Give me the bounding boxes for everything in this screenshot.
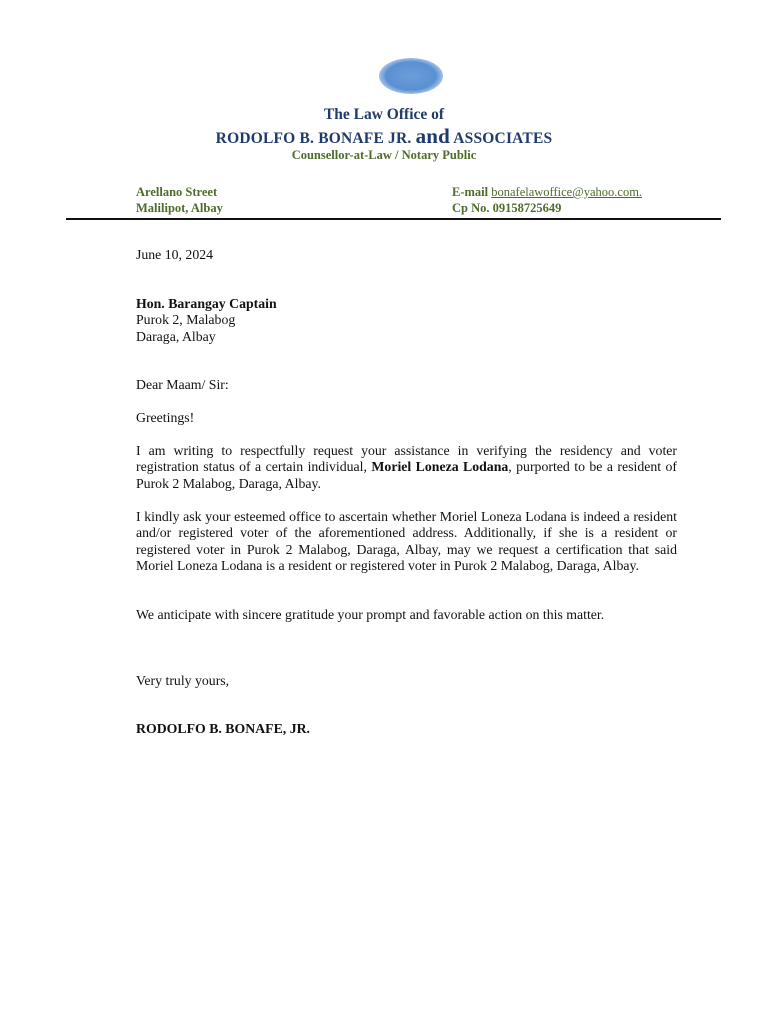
firm-associates: ASSOCIATES [453,130,553,147]
email-label: E-mail [452,185,489,199]
paragraph-3: We anticipate with sincere gratitude your prompt and favorable action on this matter. [136,607,605,622]
email-line [452,184,642,200]
address-street: Arellano Street [136,185,218,199]
letterhead-subtitle: Counsellor-at-Law / Notary Public [291,148,477,162]
header-divider [66,218,721,220]
complimentary-close: Very truly yours, [136,673,230,688]
salutation: Dear Maam/ Sir: [136,377,229,392]
recipient-address-line2: Daraga, Albay [136,328,216,344]
letterhead-firm-name [0,124,768,149]
letterhead-line1: The Law Office of [323,106,445,123]
paragraph-1-text-a: I am writing to respectfully request your assistance in verifying the residency and voter registration status of a certain individual, [136,443,677,475]
subject-person-name: Moriel Loneza Lodana [371,459,509,475]
greeting: Greetings! [136,410,195,425]
paragraph-2: I kindly ask your esteemed office to ascertain whether Moriel Loneza Lodana is indeed a resident and/or registered voter of the aforementioned address. Additionally, if she is a resident or registered voter in Purok 2 Malabog, Daraga, Albay, may we request a certification that said Moriel Loneza Lodana is a resident or registered voter in Purok 2 Malabog, Daraga, Albay. [136,509,677,573]
law-office-logo [379,58,443,94]
signatory-name: RODOLFO B. BONAFE, JR. [136,721,311,736]
address-city: Malilipot, Albay [136,201,223,215]
office-address [136,184,223,216]
recipient-block [136,296,677,345]
paragraph-1 [136,443,677,492]
recipient-name: Hon. Barangay Captain [136,296,277,311]
firm-principal-name: RODOLFO B. BONAFE JR. [215,130,412,147]
paragraph-1-text-b: , purported to be a resident of Purok 2 Malabog, Daraga, Albay. [136,459,678,491]
office-contact [452,184,642,216]
recipient-address-line1: Purok 2, Malabog [136,312,236,328]
email-link[interactable]: bonafelawoffice@yahoo.com. [491,185,643,199]
phone-number: Cp No. 09158725649 [452,201,562,215]
letter-date: June 10, 2024 [136,247,214,262]
firm-and-word: and [415,124,451,148]
